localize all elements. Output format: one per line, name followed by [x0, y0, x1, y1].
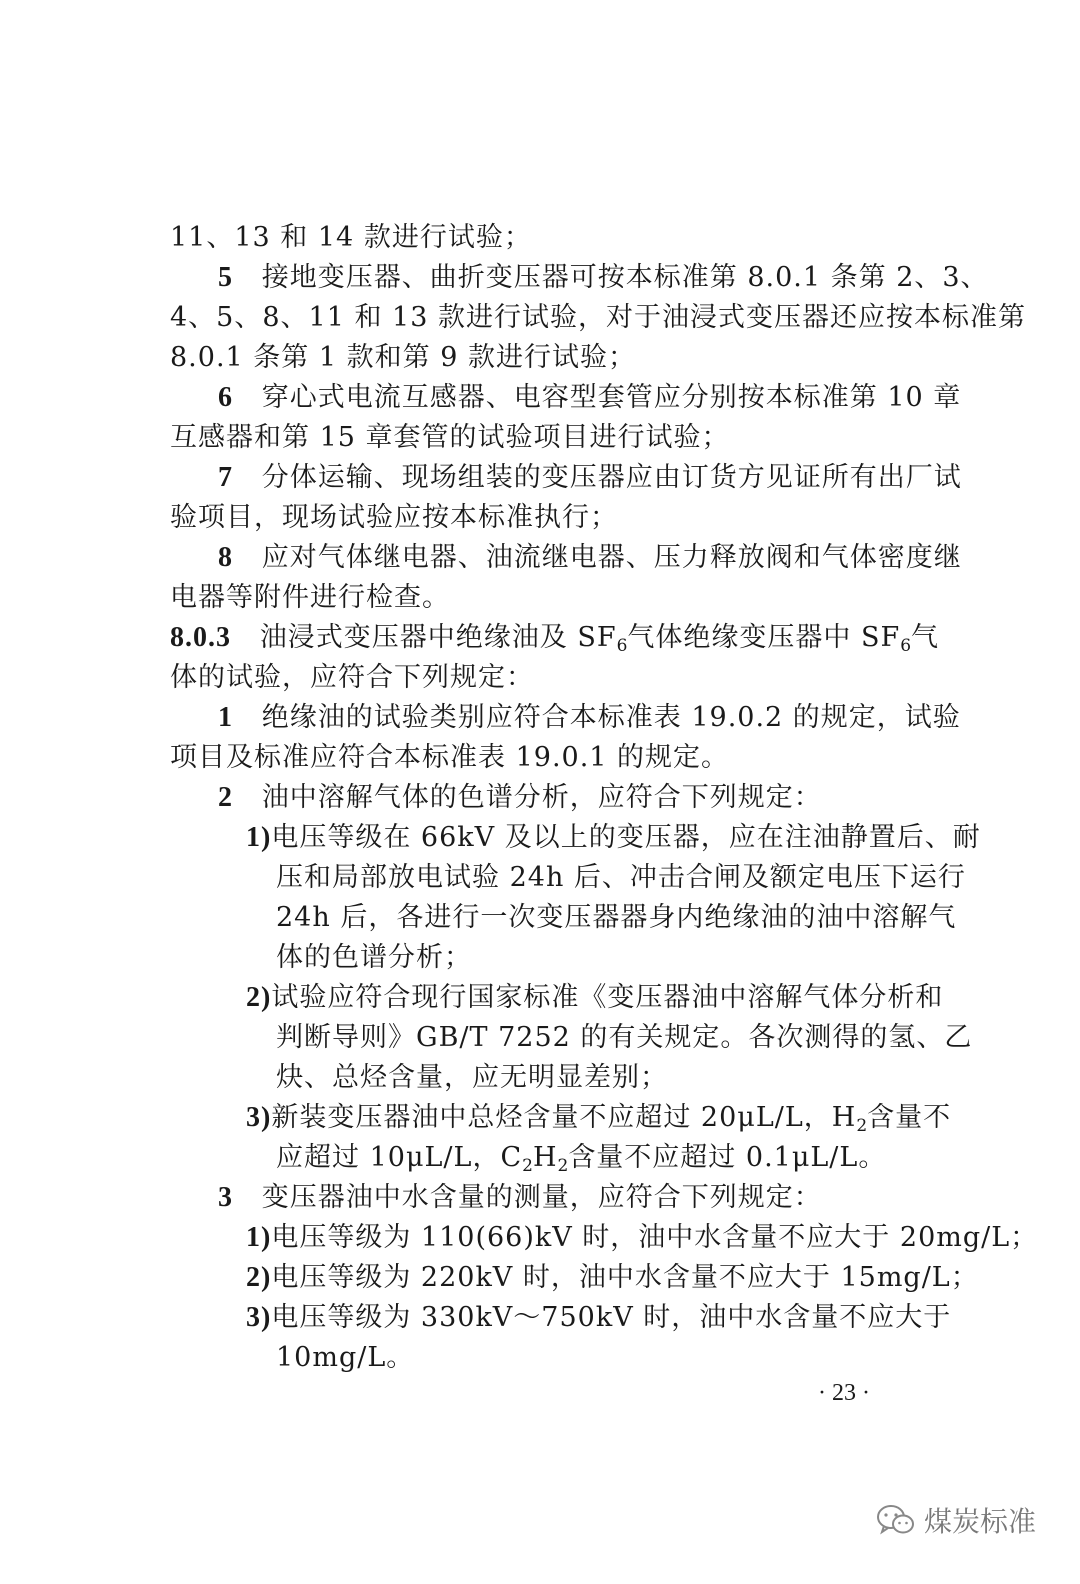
subscript: 2	[522, 1156, 533, 1176]
item-text: 电压等级为 110(66)kV 时，油中水含量不应大于 20mg/L；	[271, 1222, 1039, 1253]
sub-item-1	[246, 818, 981, 858]
clause-text: 气体绝缘变压器中 SF	[627, 622, 901, 653]
item-text: 绝缘油的试验类别应符合本标准表 19.0.2 的规定，试验	[261, 702, 961, 733]
subscript: 2	[557, 1156, 569, 1176]
item-text: 应对气体继电器、油流继电器、压力释放阀和气体密度继	[261, 542, 962, 573]
sub-item-2	[246, 1258, 979, 1298]
item-text: 新装变压器油中总烃含量不应超过 20μL/L，H	[271, 1102, 857, 1133]
page-number: · 23 ·	[818, 1380, 870, 1406]
item-number: 1	[218, 702, 233, 733]
sub-item-number: 3)	[246, 1102, 272, 1133]
text-line: 互感器和第 15 章套管的试验项目进行试验；	[170, 422, 730, 453]
item-text: 变压器油中水含量的测量，应符合下列规定：	[261, 1182, 822, 1213]
text-line: 4、5、8、11 和 13 款进行试验，对于油浸式变压器还应按本标准第	[170, 302, 1026, 333]
item-number: 6	[218, 382, 233, 413]
item-text: 应超过 10μL/L，C	[276, 1142, 523, 1173]
item-number: 5	[218, 262, 233, 293]
item-text: 含量不	[867, 1102, 952, 1133]
sub-item-3	[246, 1298, 951, 1338]
sub-item-number: 1)	[246, 822, 272, 853]
clause-text: 气	[911, 622, 940, 653]
sub-item-number: 1)	[246, 1222, 272, 1253]
text-line: 体的色谱分析；	[276, 942, 472, 973]
text-line: 判断导则》GB/T 7252 的有关规定。各次测得的氢、乙	[276, 1022, 973, 1053]
sub-item-number: 2)	[246, 982, 272, 1013]
item-text: 电压等级在 66kV 及以上的变压器，应在注油静置后、耐	[271, 822, 981, 853]
text-line: 8.0.1 条第 1 款和第 9 款进行试验；	[170, 342, 636, 373]
text-line: 体的试验，应符合下列规定：	[170, 662, 534, 693]
text-line: 炔、总烃含量，应无明显差别；	[276, 1062, 668, 1093]
list-item-6	[218, 378, 961, 418]
item-text: H	[532, 1142, 558, 1173]
sub-item-2	[246, 978, 943, 1018]
clause-text: 油浸式变压器中绝缘油及 SF	[259, 622, 617, 653]
text-line: 11、13 和 14 款进行试验；	[170, 222, 532, 253]
item-text: 含量不应超过 0.1μL/L。	[568, 1142, 887, 1173]
item-text: 分体运输、现场组装的变压器应由订货方见证所有出厂试	[261, 462, 962, 493]
text-line: 10mg/L。	[276, 1342, 415, 1373]
subscript: 2	[856, 1116, 868, 1136]
item-text: 穿心式电流互感器、电容型套管应分别按本标准第 10 章	[261, 382, 962, 413]
text-line: 验项目，现场试验应按本标准执行；	[170, 502, 618, 533]
list-item-3	[218, 1178, 822, 1218]
text-line: 24h 后，各进行一次变压器器身内绝缘油的油中溶解气	[276, 902, 957, 933]
item-number: 8	[218, 542, 233, 573]
text-line: 压和局部放电试验 24h 后、冲击合闸及额定电压下运行	[276, 862, 966, 893]
item-number: 3	[218, 1182, 233, 1213]
item-number: 7	[218, 462, 233, 493]
list-item-2	[218, 778, 822, 818]
sub-item-number: 2)	[246, 1262, 272, 1293]
sub-item-1	[246, 1218, 1038, 1258]
clause-number: 8.0.3	[170, 622, 231, 653]
list-item-7	[218, 458, 962, 498]
list-item-5	[218, 258, 989, 298]
item-text: 接地变压器、曲折变压器可按本标准第 8.0.1 条第 2、3、	[261, 262, 989, 293]
watermark	[876, 1500, 1036, 1540]
list-item-8	[218, 538, 962, 578]
list-item-1	[218, 698, 961, 738]
item-text: 电压等级为 330kV～750kV 时，油中水含量不应大于	[271, 1302, 952, 1333]
item-text: 电压等级为 220kV 时，油中水含量不应大于 15mg/L；	[271, 1262, 979, 1293]
watermark-text: 煤炭标准	[924, 1505, 1037, 1538]
item-number: 2	[218, 782, 233, 813]
item-text: 试验应符合现行国家标准《变压器油中溶解气体分析和	[271, 982, 944, 1013]
text-line: 项目及标准应符合本标准表 19.0.1 的规定。	[170, 742, 730, 773]
item-text: 油中溶解气体的色谱分析，应符合下列规定：	[261, 782, 822, 813]
text-line: 电器等附件进行检查。	[170, 582, 450, 613]
subscript: 6	[900, 636, 912, 656]
wechat-icon	[876, 1503, 916, 1537]
sub-item-number: 3)	[246, 1302, 272, 1333]
subscript: 6	[616, 636, 628, 656]
